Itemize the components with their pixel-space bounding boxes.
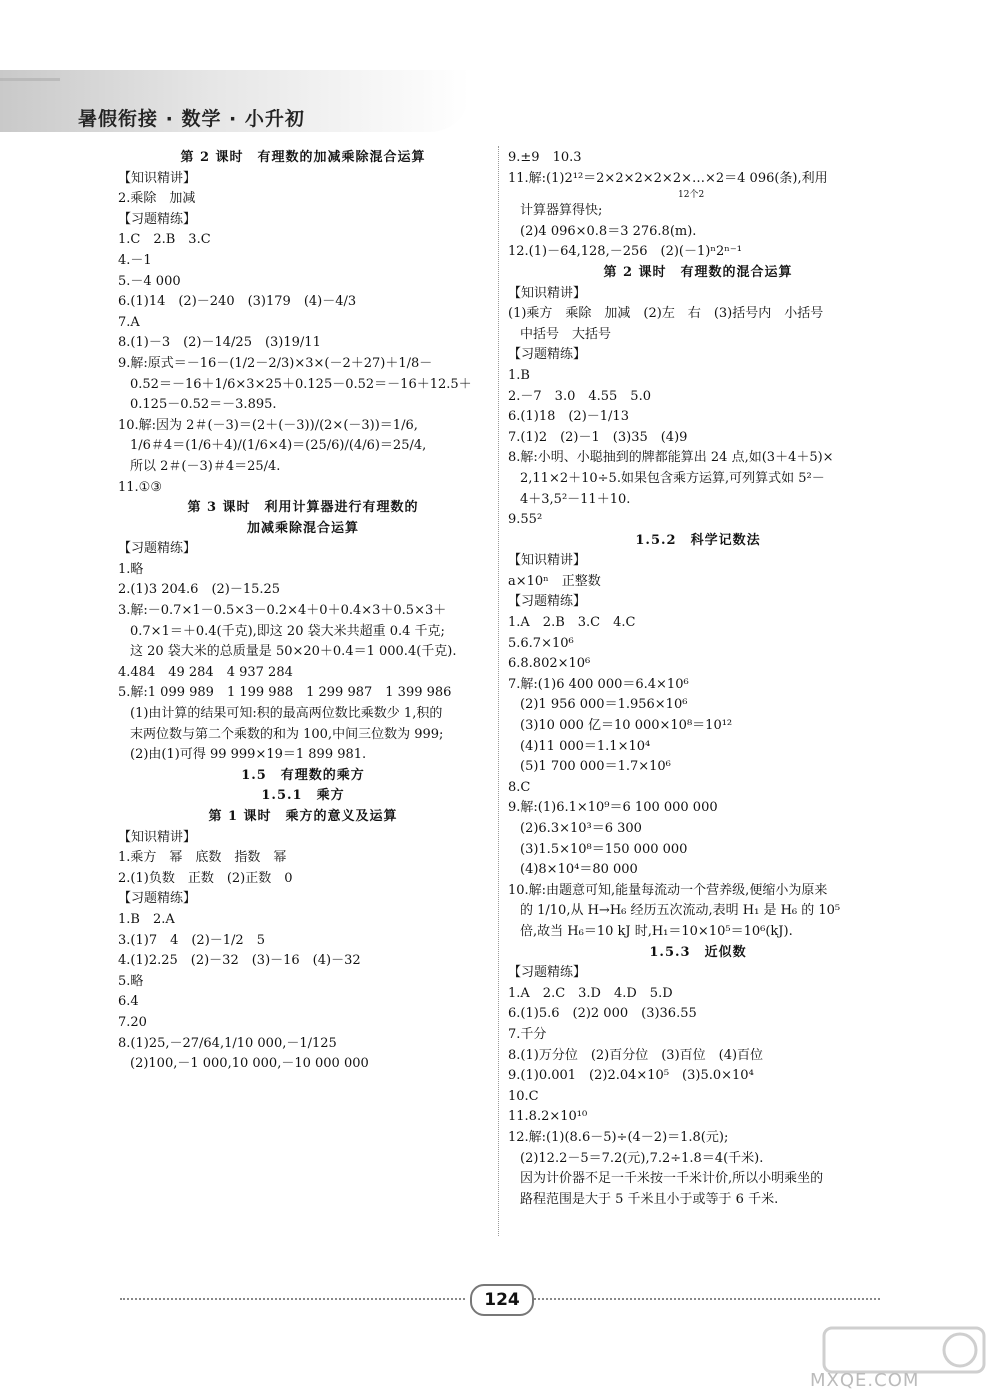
left-line: 4.(1)2.25 (2)－32 (3)－16 (4)－32	[118, 953, 361, 969]
right-line: 11.8.2×10¹⁰	[508, 1109, 588, 1125]
left-line: 11.①③	[118, 479, 162, 495]
left-line: 1.5.1 乘方	[261, 788, 345, 804]
left-line: 2.(1)3 204.6 (2)－15.25	[118, 582, 281, 598]
left-line: 第 1 课时 乘方的意义及运算	[208, 809, 398, 824]
right-line: (5)1 700 000＝1.7×10⁶	[520, 759, 671, 775]
header-decoration	[0, 78, 60, 103]
right-line: (1)乘方 乘除 加减 (2)左 右 (3)括号内 小括号	[508, 306, 824, 322]
column-divider	[498, 146, 499, 1236]
right-line: 7.(1)2 (2)－1 (3)35 (4)9	[508, 429, 688, 445]
left-line: 第 2 课时 有理数的加减乘除混合运算	[180, 150, 426, 165]
left-line: 7.A	[118, 314, 140, 330]
right-line: (2)1 956 000＝1.956×10⁶	[520, 697, 688, 713]
left-line: 5.－4 000	[118, 273, 181, 289]
right-line: 6.(1)5.6 (2)2 000 (3)36.55	[508, 1006, 697, 1022]
left-line: 【习题精练】	[118, 211, 197, 227]
footer-rule-left	[120, 1298, 465, 1300]
right-line: 9.(1)0.001 (2)2.04×10⁵ (3)5.0×10⁴	[508, 1068, 754, 1084]
right-line: 8.(1)万分位 (2)百分位 (3)百位 (4)百位	[508, 1047, 764, 1063]
left-line: 1.C 2.B 3.C	[118, 232, 211, 248]
left-line: 1.5 有理数的乘方	[241, 767, 365, 783]
left-line: 第 3 课时 利用计算器进行有理数的	[187, 500, 419, 516]
left-line: 【习题精练】	[118, 541, 197, 557]
left-line: 4.484 49 284 4 937 284	[118, 664, 293, 680]
left-line: 6.(1)14 (2)－240 (3)179 (4)－4/3	[118, 294, 357, 310]
left-line: 1.B 2.A	[118, 911, 175, 927]
right-line: 12.(1)－64,128,－256 (2)(－1)ⁿ2ⁿ⁻¹	[508, 244, 742, 260]
right-line: 7.解:(1)6 400 000＝6.4×10⁶	[508, 676, 689, 692]
right-line: 9.±9 10.3	[508, 150, 582, 165]
right-line: 的 1/10,从 H→H₆ 经历五次流动,表明 H₁ 是 H₆ 的 10⁵	[520, 903, 841, 919]
left-line: 这 20 袋大米的总质量是 50×20＋0.4＝1 000.4(千克).	[130, 644, 457, 660]
left-line: 所以 2＃(－3)＃4＝25/4.	[130, 458, 281, 474]
left-line: 2.(1)负数 正数 (2)正数 0	[118, 870, 293, 886]
right-line: 倍,故当 H₆＝10 kJ 时,H₁＝10×10⁵＝10⁶(kJ).	[520, 923, 793, 939]
left-line: 3.(1)7 4 (2)－1/2 5	[118, 932, 265, 948]
right-line: 【习题精练】	[508, 965, 587, 981]
left-line: 6.4	[118, 994, 139, 1010]
right-line: 【习题精练】	[508, 594, 587, 610]
left-line: 0.52＝－16＋1/6×3×25＋0.125－0.52＝－16＋12.5＋	[130, 376, 472, 392]
right-line: 1.5.2 科学记数法	[635, 532, 761, 548]
right-line: (3)1.5×10⁸＝150 000 000	[520, 841, 688, 857]
right-line: 5.6.7×10⁶	[508, 635, 574, 651]
right-line: 1.5.3 近似数	[649, 944, 747, 960]
left-line: 5.略	[118, 973, 144, 989]
left-line: 1/6＃4＝(1/6＋4)/(1/6×4)＝(25/6)/(4/6)＝25/4,	[130, 438, 427, 454]
right-line: 【知识精讲】	[508, 553, 587, 569]
right-line: 6.(1)18 (2)－1/13	[508, 409, 629, 425]
left-line: 【习题精练】	[118, 891, 197, 907]
right-line: (4)11 000＝1.1×10⁴	[520, 738, 651, 754]
left-line: 7.20	[118, 1014, 147, 1030]
right-line: 中括号 大括号	[520, 326, 612, 342]
left-line: 加减乘除混合运算	[246, 520, 359, 536]
right-line: 9.解:(1)6.1×10⁹＝6 100 000 000	[508, 800, 718, 816]
left-line: 10.解:因为 2＃(－3)＝(2＋(－3))/(2×(－3))＝1/6,	[118, 417, 418, 433]
right-line: (2)4 096×0.8＝3 276.8(m).	[520, 223, 697, 239]
left-line: 3.解:－0.7×1－0.5×3－0.2×4＋0＋0.4×3＋0.5×3＋	[118, 603, 447, 619]
right-line: 第 2 课时 有理数的混合运算	[603, 264, 793, 280]
watermark-text: MXQE.COM	[810, 1370, 920, 1391]
left-line: 5.解:1 099 989 1 199 988 1 299 987 1 399 986	[118, 685, 452, 701]
left-line: 1.乘方 幂 底数 指数 幂	[118, 850, 287, 866]
right-line: 【习题精练】	[508, 347, 587, 363]
page-number: 124	[470, 1284, 534, 1316]
right-line: 7.千分	[508, 1026, 547, 1042]
right-line: 1.B	[508, 367, 530, 383]
left-line: 【知识精讲】	[118, 170, 197, 186]
left-column	[118, 148, 488, 1075]
left-line: (2)100,－1 000,10 000,－10 000 000	[130, 1056, 369, 1072]
right-line: 1.A 2.B 3.C 4.C	[508, 615, 636, 631]
right-line: (3)10 000 亿＝10 000×10⁸＝10¹²	[520, 718, 733, 734]
left-line: 8.(1)25,－27/64,1/10 000,－1/125	[118, 1035, 337, 1051]
right-line: 8.C	[508, 779, 531, 795]
left-line: 4.－1	[118, 252, 152, 268]
right-line: 路程范围是大于 5 千米且小于或等于 6 千米.	[520, 1191, 779, 1207]
left-line: 9.解:原式＝－16－(1/2－2/3)×3×(－2＋27)＋1/8－	[118, 355, 433, 371]
right-line: (4)8×10⁴＝80 000	[520, 862, 638, 878]
right-line: (2)12.2－5＝7.2(元),7.2÷1.8＝4(千米).	[520, 1150, 764, 1166]
left-line: 1.略	[118, 561, 144, 577]
left-line: 末两位数与第二个乘数的和为 100,中间三位数为 999;	[130, 726, 444, 742]
footer-rule-right	[530, 1298, 880, 1300]
left-line: (2)由(1)可得 99 999×19＝1 899 981.	[130, 747, 367, 763]
right-column	[508, 148, 888, 1210]
right-line: 10.解:由题意可知,能量每流动一个营养级,便缩小为原来	[508, 882, 828, 898]
right-line: 1.A 2.C 3.D 4.D 5.D	[508, 985, 673, 1001]
right-line: 11.解:(1)2¹²＝2×2×2×2×2×…×2＝4 096(条),利用	[508, 170, 828, 186]
right-line: (2)6.3×10³＝6 300	[520, 821, 642, 836]
right-line: 【知识精讲】	[508, 285, 587, 301]
right-line: 因为计价器不足一千米按一千米计价,所以小明乘坐的	[520, 1171, 824, 1187]
right-line: 6.8.802×10⁶	[508, 656, 591, 672]
right-line: 10.C	[508, 1088, 539, 1104]
left-line: 0.7×1＝＋0.4(千克),即这 20 袋大米共超重 0.4 千克;	[130, 623, 445, 639]
right-line: 12个2	[678, 190, 705, 201]
left-line: 0.125－0.52＝－3.895.	[130, 397, 277, 413]
left-line: 2.乘除 加减	[118, 191, 196, 207]
header-title: 暑假衔接 · 数学 · 小升初	[78, 108, 305, 130]
right-line: 12.解:(1)(8.6－5)÷(4－2)＝1.8(元);	[508, 1129, 729, 1145]
right-line: 2.－7 3.0 4.55 5.0	[508, 388, 651, 404]
left-line: 8.(1)－3 (2)－14/25 (3)19/11	[118, 335, 321, 351]
right-line: 4＋3,5²－11＋10.	[520, 491, 631, 507]
right-line: a×10ⁿ 正整数	[508, 573, 601, 589]
left-line: (1)由计算的结果可知:积的最高两位数比乘数少 1,积的	[130, 706, 443, 722]
right-line: 8.解:小明、小聪抽到的牌都能算出 24 点,如(3＋4＋5)×	[508, 450, 834, 466]
right-line: 9.55²	[508, 512, 543, 528]
right-line: 计算器算得快;	[520, 203, 603, 219]
right-line: 2,11×2＋10÷5.如果包含乘方运算,可列算式如 5²－	[520, 470, 825, 486]
left-line: 【知识精讲】	[118, 829, 197, 845]
